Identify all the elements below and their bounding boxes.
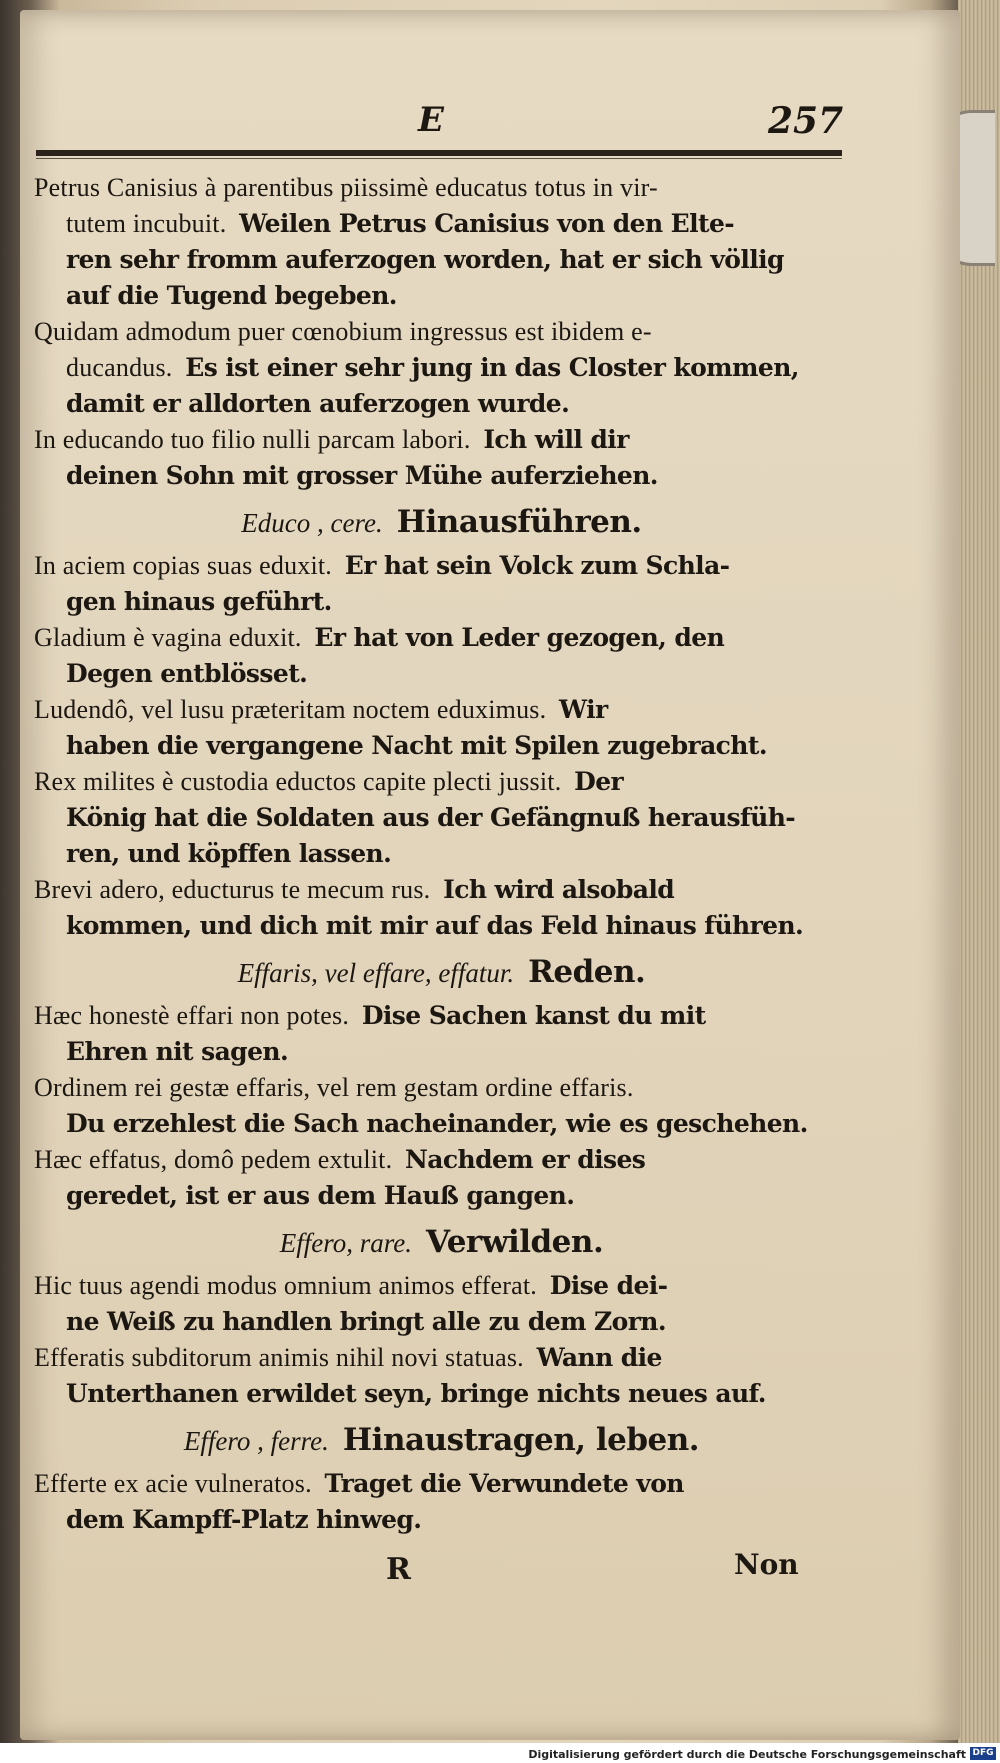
text-line (34, 458, 849, 494)
heading-german: Hinausführen. (396, 504, 642, 540)
german-text: Wir (559, 695, 608, 724)
text-line (34, 1106, 849, 1142)
text-line (34, 620, 849, 656)
text-line (34, 1466, 849, 1502)
german-text: Er hat von Leder gezogen, den (314, 623, 725, 652)
text-line (34, 998, 849, 1034)
text-line (34, 1304, 849, 1340)
entry-heading (34, 498, 849, 546)
heading-latin: Educo , cere. (241, 508, 383, 538)
page-text (34, 170, 849, 1538)
text-line (34, 548, 849, 584)
latin-text: Efferatis subditorum animis nihil novi statuas. (34, 1343, 524, 1372)
german-text: Der (574, 767, 624, 796)
dictionary-entry (34, 170, 849, 314)
dictionary-entry (34, 1340, 849, 1412)
dictionary-entry (34, 1142, 849, 1214)
german-text: Ehren nit sagen. (66, 1037, 289, 1066)
header-rule (36, 150, 842, 156)
german-text: Wann die (536, 1343, 662, 1372)
header-rule-thin (36, 158, 842, 159)
footer-bar (0, 1743, 1000, 1763)
german-text: gen hinaus geführt. (66, 587, 332, 616)
german-text: Du erzehlest die Sach nacheinander, wie es geschehen. (66, 1109, 808, 1138)
german-text: ren sehr fromm auferzogen worden, hat er sich völlig (66, 245, 784, 274)
dictionary-entry (34, 692, 849, 764)
latin-text: In educando tuo filio nulli parcam labori. (34, 425, 471, 454)
dictionary-entry (34, 1466, 849, 1538)
entry-heading (34, 1218, 849, 1266)
heading-german: Hinaustragen, leben. (342, 1422, 700, 1458)
text-line (34, 800, 849, 836)
signature-mark: R (386, 1552, 411, 1587)
text-line (34, 1142, 849, 1178)
german-text: Traget die Verwundete von (324, 1469, 684, 1498)
german-text: geredet, ist er aus dem Hauß gangen. (66, 1181, 575, 1210)
text-line (34, 1376, 849, 1412)
dictionary-entry (34, 620, 849, 692)
heading-german: Reden. (528, 954, 646, 990)
german-text: damit er alldorten auferzogen wurde. (66, 389, 570, 418)
german-text: Weilen Petrus Canisius von den Elte- (239, 209, 735, 238)
heading-latin: Effero, rare. (279, 1228, 412, 1258)
text-line (34, 1070, 849, 1106)
german-text: Degen entblösset. (66, 659, 308, 688)
dictionary-entry (34, 1070, 849, 1142)
german-text: auf die Tugend begeben. (66, 281, 397, 310)
text-line (34, 584, 849, 620)
german-text: Unterthanen erwildet seyn, bringe nichts neues auf. (66, 1379, 766, 1408)
latin-text: Hæc honestè effari non potes. (34, 1001, 350, 1030)
latin-text: In aciem copias suas eduxit. (34, 551, 333, 580)
catchword: Non (734, 1548, 799, 1581)
dictionary-entry (34, 764, 849, 872)
text-line (34, 1340, 849, 1376)
text-line (34, 1502, 849, 1538)
german-text: deinen Sohn mit grosser Mühe auferziehen. (66, 461, 658, 490)
text-line (34, 656, 849, 692)
dictionary-entry (34, 872, 849, 944)
text-line (34, 836, 849, 872)
german-text: haben die vergangene Nacht mit Spilen zugebracht. (66, 731, 767, 760)
latin-text: Rex milites è custodia eductos capite plecti jussit. (34, 767, 562, 796)
german-text: Nachdem er dises (405, 1145, 646, 1174)
entry-heading (34, 948, 849, 996)
german-text: Dise dei- (549, 1271, 668, 1300)
german-text: ne Weiß zu handlen bringt alle zu dem Zorn. (66, 1307, 666, 1336)
latin-text: Brevi adero, educturus te mecum rus. (34, 875, 431, 904)
text-line (34, 1178, 849, 1214)
german-text: Ich will dir (483, 425, 629, 454)
latin-text: Hæc effatus, domô pedem extulit. (34, 1145, 393, 1174)
german-text: Ich wird alsobald (443, 875, 675, 904)
text-line (34, 206, 849, 242)
text-line (34, 386, 849, 422)
latin-text: Ludendô, vel lusu præteritam noctem eduximus. (34, 695, 547, 724)
german-text: kommen, und dich mit mir auf das Feld hinaus führen. (66, 911, 804, 940)
latin-text: Hic tuus agendi modus omnium animos efferat. (34, 1271, 537, 1300)
dfg-logo-icon: DFG (970, 1747, 996, 1760)
german-text: Es ist einer sehr jung in das Closter kommen, (185, 353, 799, 382)
footer-credit: Digitalisierung gefördert durch die Deutsche Forschungsgemeinschaft (528, 1748, 966, 1761)
latin-text: Gladium è vagina eduxit. (34, 623, 302, 652)
dictionary-entry (34, 548, 849, 620)
text-line (34, 278, 849, 314)
text-line (34, 692, 849, 728)
german-text: Er hat sein Volck zum Schla- (344, 551, 730, 580)
heading-latin: Effero , ferre. (183, 1426, 329, 1456)
dictionary-entry (34, 314, 849, 422)
german-text: König hat die Soldaten aus der Gefängnuß herausfüh- (66, 803, 796, 832)
entry-heading (34, 1416, 849, 1464)
latin-text: Efferte ex acie vulneratos. (34, 1469, 312, 1498)
latin-text: Quidam admodum puer cœnobium ingressus est ibidem e- (34, 317, 652, 346)
text-line (34, 908, 849, 944)
latin-text: tutem incubuit. (66, 209, 227, 238)
page-number: 257 (768, 100, 844, 142)
german-text: dem Kampff-Platz hinweg. (66, 1505, 422, 1534)
text-line (34, 422, 849, 458)
dictionary-entry (34, 1268, 849, 1340)
text-line (34, 728, 849, 764)
text-line (34, 1034, 849, 1070)
dictionary-entry (34, 422, 849, 494)
dictionary-entry (34, 998, 849, 1070)
text-line (34, 872, 849, 908)
latin-text: Petrus Canisius à parentibus piissimè educatus totus in vir- (34, 173, 658, 202)
text-line (34, 350, 849, 386)
latin-text: ducandus. (66, 353, 173, 382)
heading-latin: Effaris, vel effare, effatur. (237, 958, 515, 988)
header-letter: E (418, 100, 444, 140)
text-line (34, 1268, 849, 1304)
latin-text: Ordinem rei gestæ effaris, vel rem gestam ordine effaris. (34, 1073, 634, 1102)
text-line (34, 242, 849, 278)
text-line (34, 170, 849, 206)
heading-german: Verwilden. (426, 1224, 604, 1260)
german-text: ren, und köpffen lassen. (66, 839, 392, 868)
german-text: Dise Sachen kanst du mit (361, 1001, 706, 1030)
text-line (34, 764, 849, 800)
text-line (34, 314, 849, 350)
